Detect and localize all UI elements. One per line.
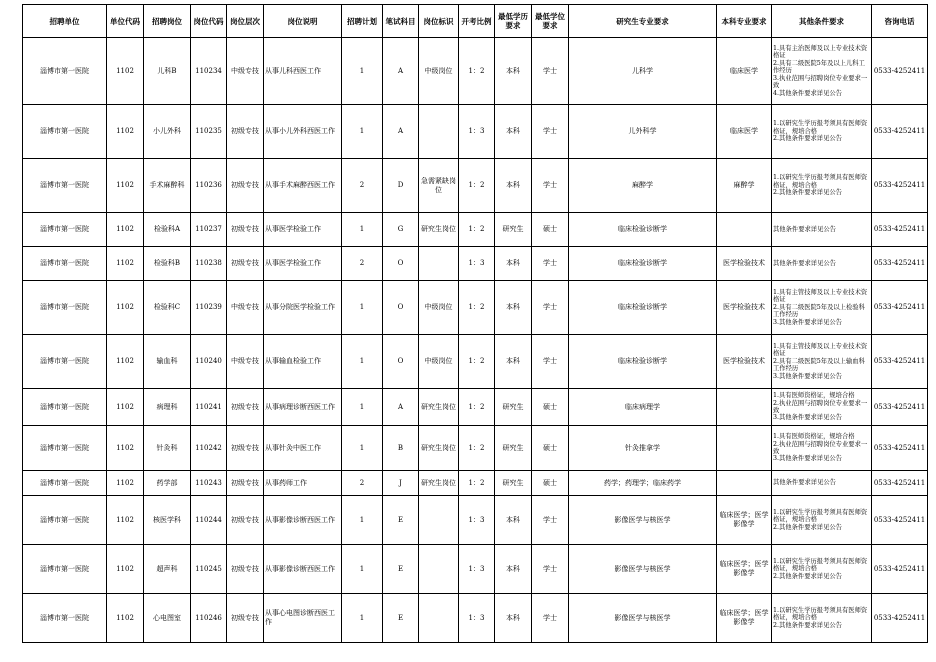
phone-cell: 0533-4252411 [872,213,928,247]
level-cell: 初级专技 [227,545,264,594]
description-cell: 从事针灸中医工作 [264,426,342,471]
degree-cell: 学士 [532,159,569,213]
undergrad-major-cell: 麻醉学 [717,159,772,213]
requirement-line: 4.其他条件要求详见公告 [773,89,842,97]
col-header: 笔试科目 [383,5,419,38]
unit-cell: 淄博市第一医院 [23,105,107,159]
grad-major-cell: 针灸推拿学 [569,426,717,471]
tag-cell [419,496,459,545]
education-cell: 本科 [495,545,532,594]
tag-cell [419,594,459,643]
unit-cell: 淄博市第一医院 [23,335,107,389]
undergrad-major-cell: 临床医学 [717,38,772,105]
other-requirements-cell [772,389,872,426]
other-requirements-cell [772,426,872,471]
post-code-cell: 110234 [191,38,227,105]
table-row [23,247,928,281]
table-row [23,426,928,471]
plan-cell: 1 [342,545,383,594]
post-cell: 药学部 [144,471,191,496]
description-cell: 从事儿科西医工作 [264,38,342,105]
requirement-line: 其他条件要求详见公告 [773,259,836,267]
phone-cell: 0533-4252411 [872,496,928,545]
description-cell: 从事小儿外科西医工作 [264,105,342,159]
post-cell: 核医学科 [144,496,191,545]
unit-cell: 淄博市第一医院 [23,426,107,471]
other-requirements-cell [772,496,872,545]
tag-cell: 中级岗位 [419,335,459,389]
degree-cell: 硕士 [532,471,569,496]
education-cell: 本科 [495,38,532,105]
unit-cell: 淄博市第一医院 [23,594,107,643]
level-cell: 初级专技 [227,594,264,643]
degree-cell: 学士 [532,281,569,335]
tag-cell: 研究生岗位 [419,471,459,496]
post-code-cell: 110237 [191,213,227,247]
requirement-line: 1.以研究生学历报考须具有医师资格证，规培合格 [773,508,868,524]
requirement-line: 1.具有医师资格证，规培合格 [773,392,855,400]
level-cell: 中级专技 [227,335,264,389]
table-row [23,594,928,643]
unit-cell: 淄博市第一医院 [23,247,107,281]
phone-cell: 0533-4252411 [872,426,928,471]
exam-cell: E [383,545,419,594]
grad-major-cell: 儿科学 [569,38,717,105]
requirement-line: 1.以研究生学历报考须具有医师资格证，规培合格 [773,174,868,189]
description-cell: 从事医学检验工作 [264,213,342,247]
grad-major-cell: 麻醉学 [569,159,717,213]
undergrad-major-cell: 临床医学 [717,105,772,159]
ratio-cell: 1：2 [459,389,495,426]
requirement-line: 3.其他条件要求详见公告 [773,372,842,380]
degree-cell: 硕士 [532,389,569,426]
requirement-line: 2.其他条件要求详见公告 [773,572,842,580]
level-cell: 初级专技 [227,213,264,247]
education-cell: 本科 [495,105,532,159]
undergrad-major-cell: 医学检验技术 [717,247,772,281]
post-code-cell: 110235 [191,105,227,159]
table-row [23,545,928,594]
degree-cell: 硕士 [532,426,569,471]
other-requirements-cell [772,281,872,335]
education-cell: 本科 [495,247,532,281]
other-requirements-cell [772,247,872,281]
other-requirements-cell [772,594,872,643]
tag-cell: 中级岗位 [419,281,459,335]
degree-cell: 学士 [532,545,569,594]
ratio-cell: 1：2 [459,471,495,496]
requirement-line: 3.执业范围与招聘岗位专业要求一致 [773,74,868,90]
col-header: 招聘岗位 [144,5,191,38]
education-cell: 研究生 [495,471,532,496]
ratio-cell: 1：2 [459,335,495,389]
unit-cell: 淄博市第一医院 [23,545,107,594]
table-row [23,105,928,159]
other-requirements-cell [772,159,872,213]
exam-cell: E [383,496,419,545]
requirement-line: 3.其他条件要求详见公告 [773,318,842,326]
other-requirements-cell [772,545,872,594]
exam-cell: J [383,471,419,496]
ratio-cell: 1：2 [459,38,495,105]
level-cell: 初级专技 [227,426,264,471]
exam-cell: E [383,594,419,643]
education-cell: 本科 [495,335,532,389]
exam-cell: O [383,281,419,335]
exam-cell: A [383,38,419,105]
ratio-cell: 1：3 [459,594,495,643]
undergrad-major-cell [717,471,772,496]
post-code-cell: 110241 [191,389,227,426]
col-header: 岗位代码 [191,5,227,38]
degree-cell: 学士 [532,247,569,281]
ratio-cell: 1：3 [459,105,495,159]
tag-cell: 急需紧缺岗位 [419,159,459,213]
unit-cell: 淄博市第一医院 [23,281,107,335]
education-cell: 研究生 [495,426,532,471]
unit-cell: 淄博市第一医院 [23,496,107,545]
col-header: 咨询电话 [872,5,928,38]
tag-cell: 中级岗位 [419,38,459,105]
tag-cell [419,105,459,159]
requirement-line: 2.执业范围与招聘岗位专业要求一致 [773,399,868,414]
undergrad-major-cell: 医学检验技术 [717,335,772,389]
post-cell: 心电图室 [144,594,191,643]
exam-cell: A [383,389,419,426]
degree-cell: 学士 [532,496,569,545]
requirement-line: 1.以研究生学历报考须具有医师资格证，规培合格 [773,120,868,135]
post-cell: 检验科A [144,213,191,247]
other-requirements-cell [772,213,872,247]
table-row [23,159,928,213]
phone-cell: 0533-4252411 [872,105,928,159]
undergrad-major-cell [717,389,772,426]
exam-cell: B [383,426,419,471]
degree-cell: 学士 [532,105,569,159]
phone-cell: 0533-4252411 [872,159,928,213]
plan-cell: 1 [342,213,383,247]
undergrad-major-cell [717,213,772,247]
undergrad-major-cell: 医学检验技术 [717,281,772,335]
phone-cell: 0533-4252411 [872,281,928,335]
post-code-cell: 110240 [191,335,227,389]
post-code-cell: 110242 [191,426,227,471]
other-requirements-cell [772,471,872,496]
education-cell: 本科 [495,159,532,213]
description-cell: 从事药师工作 [264,471,342,496]
level-cell: 初级专技 [227,159,264,213]
post-cell: 输血科 [144,335,191,389]
description-cell: 从事手术麻醉西医工作 [264,159,342,213]
ratio-cell: 1：2 [459,213,495,247]
table-row [23,496,928,545]
plan-cell: 1 [342,594,383,643]
requirement-line: 其他条件要求详见公告 [773,479,836,487]
requirement-line: 2.其他条件要求详见公告 [773,135,842,143]
level-cell: 中级专技 [227,38,264,105]
post-code-cell: 110244 [191,496,227,545]
plan-cell: 1 [342,335,383,389]
requirement-line: 1.具有主管技师及以上专业技术资格证 [773,288,868,304]
requirement-line: 2.其他条件要求详见公告 [773,621,842,629]
unit-cell: 淄博市第一医院 [23,38,107,105]
table-row [23,335,928,389]
grad-major-cell: 临床病理学 [569,389,717,426]
requirement-line: 2.具有二级医院5年及以上儿科工作经历 [773,59,865,75]
ratio-cell: 1：3 [459,247,495,281]
post-cell: 手术麻醉科 [144,159,191,213]
unit-code-cell: 1102 [107,247,144,281]
col-header: 岗位说明 [264,5,342,38]
tag-cell: 研究生岗位 [419,426,459,471]
requirement-line: 1.具有主治医师及以上专业技术资格证 [773,45,868,60]
col-header: 其他条件要求 [772,5,872,38]
col-header: 招聘单位 [23,5,107,38]
ratio-cell: 1：3 [459,545,495,594]
education-cell: 本科 [495,594,532,643]
unit-code-cell: 1102 [107,335,144,389]
degree-cell: 硕士 [532,213,569,247]
phone-cell: 0533-4252411 [872,594,928,643]
tag-cell [419,545,459,594]
degree-cell: 学士 [532,335,569,389]
col-header: 单位代码 [107,5,144,38]
exam-cell: D [383,159,419,213]
exam-cell: O [383,335,419,389]
plan-cell: 1 [342,281,383,335]
requirement-line: 2.具有二级医院5年及以上输血科工作经历 [773,357,865,373]
description-cell: 从事影像诊断西医工作 [264,545,342,594]
ratio-cell: 1：3 [459,496,495,545]
requirement-line: 2.其他条件要求详见公告 [773,189,842,197]
exam-cell: G [383,213,419,247]
col-header: 最低学位要求 [532,5,569,38]
education-cell: 本科 [495,496,532,545]
phone-cell: 0533-4252411 [872,38,928,105]
other-requirements-cell [772,335,872,389]
education-cell: 研究生 [495,389,532,426]
requirement-line: 1.以研究生学历报考须具有医师资格证，规培合格 [773,606,868,622]
other-requirements-cell [772,38,872,105]
grad-major-cell: 临床检验诊断学 [569,247,717,281]
ratio-cell: 1：2 [459,426,495,471]
table-row [23,389,928,426]
unit-code-cell: 1102 [107,105,144,159]
level-cell: 初级专技 [227,105,264,159]
post-code-cell: 110239 [191,281,227,335]
requirement-line: 1.具有主管技师及以上专业技术资格证 [773,342,868,358]
grad-major-cell: 影像医学与核医学 [569,545,717,594]
undergrad-major-cell: 临床医学；医学影像学 [717,594,772,643]
grad-major-cell: 影像医学与核医学 [569,594,717,643]
level-cell: 初级专技 [227,247,264,281]
post-cell: 病理科 [144,389,191,426]
phone-cell: 0533-4252411 [872,247,928,281]
table-row [23,281,928,335]
description-cell: 从事影像诊断西医工作 [264,496,342,545]
undergrad-major-cell: 临床医学；医学影像学 [717,496,772,545]
table-row [23,471,928,496]
plan-cell: 2 [342,247,383,281]
unit-code-cell: 1102 [107,281,144,335]
col-header: 开考比例 [459,5,495,38]
description-cell: 从事分院医学检验工作 [264,281,342,335]
level-cell: 初级专技 [227,496,264,545]
undergrad-major-cell: 临床医学；医学影像学 [717,545,772,594]
table-row [23,213,928,247]
plan-cell: 1 [342,496,383,545]
requirement-line: 2.执业范围与招聘岗位专业要求一致 [773,440,868,455]
post-code-cell: 110236 [191,159,227,213]
unit-cell: 淄博市第一医院 [23,389,107,426]
unit-cell: 淄博市第一医院 [23,471,107,496]
phone-cell: 0533-4252411 [872,471,928,496]
other-requirements-cell [772,105,872,159]
unit-code-cell: 1102 [107,213,144,247]
grad-major-cell: 影像医学与核医学 [569,496,717,545]
education-cell: 研究生 [495,213,532,247]
exam-cell: O [383,247,419,281]
tag-cell [419,247,459,281]
post-code-cell: 110243 [191,471,227,496]
post-code-cell: 110245 [191,545,227,594]
requirement-line: 2.具有二级医院5年及以上检验科工作经历 [773,303,865,319]
header-row [23,5,928,38]
phone-cell: 0533-4252411 [872,335,928,389]
grad-major-cell: 临床检验诊断学 [569,335,717,389]
grad-major-cell: 临床检验诊断学 [569,281,717,335]
education-cell: 本科 [495,281,532,335]
requirement-line: 2.其他条件要求详见公告 [773,523,842,531]
col-header: 岗位层次 [227,5,264,38]
unit-code-cell: 1102 [107,426,144,471]
exam-cell: A [383,105,419,159]
table-row [23,38,928,105]
requirement-line: 3.其他条件要求详见公告 [773,455,842,463]
undergrad-major-cell [717,426,772,471]
unit-cell: 淄博市第一医院 [23,213,107,247]
post-cell: 检验科B [144,247,191,281]
post-code-cell: 110246 [191,594,227,643]
col-header: 岗位标识 [419,5,459,38]
col-header: 研究生专业要求 [569,5,717,38]
degree-cell: 学士 [532,38,569,105]
table-body [23,38,928,643]
unit-code-cell: 1102 [107,471,144,496]
post-cell: 超声科 [144,545,191,594]
requirement-line: 1.以研究生学历报考须具有医师资格证，规培合格 [773,557,868,573]
plan-cell: 1 [342,38,383,105]
requirement-line: 1.具有医师资格证，规培合格 [773,433,855,441]
plan-cell: 2 [342,159,383,213]
grad-major-cell: 药学；药理学；临床药学 [569,471,717,496]
grad-major-cell: 儿外科学 [569,105,717,159]
post-code-cell: 110238 [191,247,227,281]
requirement-line: 3.其他条件要求详见公告 [773,414,842,422]
tag-cell: 研究生岗位 [419,213,459,247]
degree-cell: 学士 [532,594,569,643]
post-cell: 针灸科 [144,426,191,471]
description-cell: 从事病理诊断西医工作 [264,389,342,426]
level-cell: 初级专技 [227,389,264,426]
plan-cell: 1 [342,426,383,471]
phone-cell: 0533-4252411 [872,545,928,594]
post-cell: 检验科C [144,281,191,335]
unit-code-cell: 1102 [107,496,144,545]
level-cell: 初级专技 [227,471,264,496]
post-cell: 小儿外科 [144,105,191,159]
description-cell: 从事心电图诊断西医工作 [264,594,342,643]
col-header: 本科专业要求 [717,5,772,38]
unit-code-cell: 1102 [107,38,144,105]
col-header: 招聘计划 [342,5,383,38]
phone-cell: 0533-4252411 [872,389,928,426]
unit-cell: 淄博市第一医院 [23,159,107,213]
requirement-line: 其他条件要求详见公告 [773,225,836,233]
description-cell: 从事医学检验工作 [264,247,342,281]
unit-code-cell: 1102 [107,545,144,594]
plan-cell: 1 [342,389,383,426]
plan-cell: 1 [342,105,383,159]
tag-cell: 研究生岗位 [419,389,459,426]
unit-code-cell: 1102 [107,159,144,213]
description-cell: 从事输血检验工作 [264,335,342,389]
grad-major-cell: 临床检验诊断学 [569,213,717,247]
unit-code-cell: 1102 [107,389,144,426]
ratio-cell: 1：2 [459,159,495,213]
col-header: 最低学历要求 [495,5,532,38]
ratio-cell: 1：2 [459,281,495,335]
plan-cell: 2 [342,471,383,496]
level-cell: 中级专技 [227,281,264,335]
unit-code-cell: 1102 [107,594,144,643]
recruitment-table [22,4,928,643]
post-cell: 儿科B [144,38,191,105]
